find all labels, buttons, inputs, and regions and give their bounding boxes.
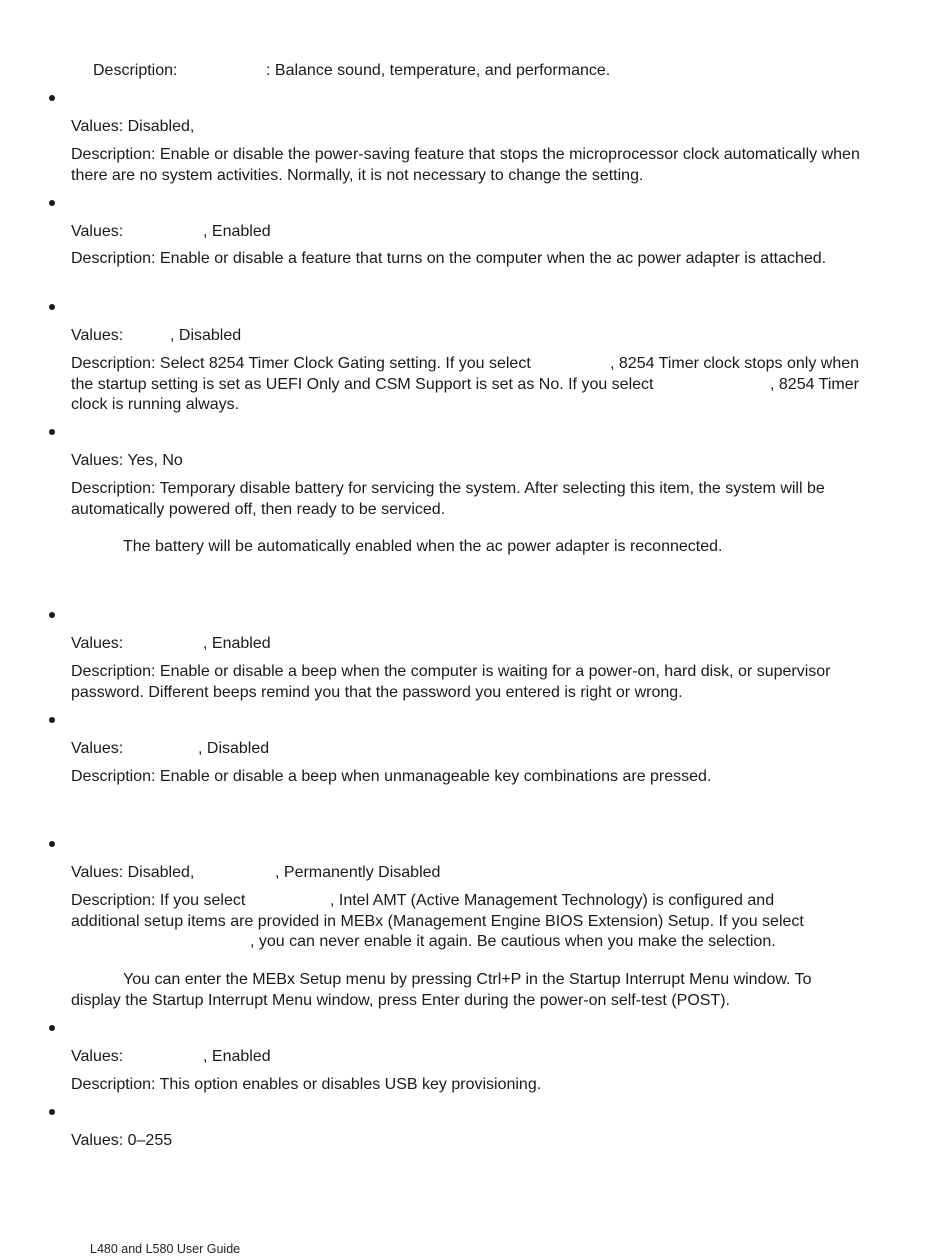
item-description-line: , Intel AMT (Active Management Technology) is configured and bbox=[330, 892, 775, 909]
item-values: Values: bbox=[71, 635, 124, 652]
item-values: Values: Disabled, bbox=[71, 864, 195, 881]
item-description: Description: Enable or disable a beep when unmanageable key combinations are pressed. bbox=[71, 768, 712, 785]
item-description: Description: Enable or disable a beep when the computer is waiting for a power-on, hard disk, or supervisor password. Different beeps remind you that the password you entered is right or wrong. bbox=[71, 663, 831, 701]
item-values: Values: bbox=[71, 327, 124, 344]
item-description-line: , you can never enable it again. Be cautious when you make the selection. bbox=[250, 933, 776, 950]
list-bullet bbox=[49, 1109, 55, 1115]
item-values: Values: bbox=[71, 740, 124, 757]
intro-description-text: : Balance sound, temperature, and performance. bbox=[266, 62, 611, 79]
item-values: Values: Yes, No bbox=[71, 452, 183, 469]
intro-description-label: Description: bbox=[93, 62, 178, 79]
item-description-line: , 8254 Timer bbox=[770, 376, 859, 393]
list-bullet bbox=[49, 304, 55, 310]
list-bullet bbox=[49, 717, 55, 723]
item-note-line: display the Startup Interrupt Menu window, press Enter during the power-on self-test (POST). bbox=[71, 992, 730, 1009]
item-values-rest: , Enabled bbox=[203, 1048, 271, 1065]
item-description: Description: This option enables or disables USB key provisioning. bbox=[71, 1076, 542, 1093]
item-note-line: You can enter the MEBx Setup menu by pressing Ctrl+P in the Startup Interrupt Menu window. To bbox=[123, 971, 812, 988]
list-bullet bbox=[49, 429, 55, 435]
footer-guide-title: L480 and L580 User Guide bbox=[90, 1242, 241, 1256]
list-bullet bbox=[49, 200, 55, 206]
list-bullet bbox=[49, 612, 55, 618]
item-values: Values: Disabled, bbox=[71, 118, 195, 135]
item-description: Description: Temporary disable battery for servicing the system. After selecting this item, the system will be automatically powered off, then ready to be serviced. bbox=[71, 480, 825, 518]
list-bullet bbox=[49, 841, 55, 847]
list-bullet bbox=[49, 1025, 55, 1031]
item-values-rest: , Disabled bbox=[170, 327, 242, 344]
item-description-line: additional setup items are provided in MEBx (Management Engine BIOS Extension) Setup. If you select bbox=[71, 913, 804, 930]
item-description-line: , 8254 Timer clock stops only when bbox=[610, 355, 860, 372]
item-description: Description: Enable or disable the power-saving feature that stops the microprocessor clock automatically when there are no system activities. Normally, it is not necessary to change the setting. bbox=[71, 146, 860, 184]
item-values: Values: bbox=[71, 1048, 124, 1065]
item-values-rest: , Disabled bbox=[198, 740, 270, 757]
item-note: The battery will be automatically enabled when the ac power adapter is reconnected. bbox=[123, 538, 723, 555]
item-values: Values: bbox=[71, 223, 124, 240]
item-values: Values: 0–255 bbox=[71, 1132, 173, 1149]
item-description-line: Description: Select 8254 Timer Clock Gating setting. If you select bbox=[71, 355, 531, 372]
item-description-line: Description: If you select bbox=[71, 892, 246, 909]
item-values-rest: , Enabled bbox=[203, 635, 271, 652]
list-bullet bbox=[49, 95, 55, 101]
item-description-line: clock is running always. bbox=[71, 396, 240, 413]
item-values-rest: , Enabled bbox=[203, 223, 271, 240]
item-values-rest: , Permanently Disabled bbox=[275, 864, 441, 881]
item-description: Description: Enable or disable a feature that turns on the computer when the ac power adapter is attached. bbox=[71, 250, 827, 267]
item-description-line: the startup setting is set as UEFI Only and CSM Support is set as No. If you select bbox=[71, 376, 654, 393]
